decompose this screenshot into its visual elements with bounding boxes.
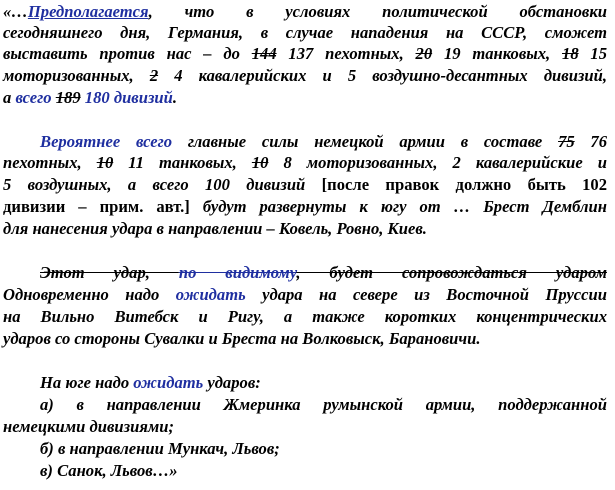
struck-highlight: по видимому [178, 263, 297, 282]
p3-line-2 [3, 285, 607, 305]
text-run: а [3, 88, 16, 107]
p1-line-4 [3, 66, 607, 86]
struck-number: 2 [149, 66, 159, 85]
highlight-word: ожидать [133, 373, 204, 392]
text-run: будут развернуты к югу от … Брест Демблин [189, 197, 608, 216]
p2-line-3 [3, 175, 607, 195]
struck-number: 144 [251, 44, 277, 63]
text-run: 4 кавалерийских и 5 воздушно-десантных дивизий, [158, 66, 608, 85]
text-run: Одновременно надо [3, 285, 176, 304]
p2-line-2 [3, 153, 607, 173]
highlight-word: Предполагается [27, 2, 149, 21]
struck-number: 10 [96, 153, 114, 172]
text-run: удара на севере из Восточной Пруссии [245, 285, 607, 304]
struck-number: 20 [415, 44, 433, 63]
highlight-word: ожидать [175, 285, 246, 304]
text-run: 76 [574, 132, 608, 151]
text-run: 11 танковых, [113, 153, 252, 172]
text-run: ударов: [203, 373, 261, 392]
author-note: [после правок должно быть 102 [321, 175, 607, 194]
struck-text: Этот удар, [40, 263, 179, 282]
text-run: , что в условиях политической обстановки [148, 2, 607, 21]
p2-line-4 [3, 197, 607, 217]
text-run: 5 воздушных, а всего 100 дивизий [3, 175, 322, 194]
highlight-phrase: 180 дивизий [84, 88, 173, 107]
p1-line-5: а всего 189 180 дивизий. [3, 88, 178, 107]
text-run: главные силы немецкой армии в составе [172, 132, 559, 151]
p3-line-3: на Вильно Витебск и Ригу, а также коротких концентрических [3, 307, 607, 326]
open-quote: «… [3, 2, 28, 21]
p3-line-4: ударов со стороны Сувалки и Бреста на Волковыск, Барановичи. [3, 329, 481, 348]
p1-line-1 [3, 2, 607, 22]
p1-line-2: сегодняшнего дня, Германия, в случае нападения на СССР, сможет [3, 23, 607, 42]
struck-number: 189 [55, 88, 81, 107]
text-run: На юге надо [40, 373, 134, 392]
text-run: 8 моторизованных, 2 кавалерийские и [268, 153, 607, 172]
struck-number: 75 [558, 132, 575, 151]
text-run: 19 танковых, [432, 44, 563, 63]
text-run: моторизованных, [3, 66, 150, 85]
text-run: пехотных, [3, 153, 97, 172]
p4-line-5: в) Санок, Львов…» [40, 461, 178, 480]
p3-line-1 [3, 263, 607, 283]
author-note: дивизии – прим. авт.] [3, 197, 190, 216]
p1-line-3 [3, 44, 607, 64]
struck-text: , будет сопровождаться ударом [296, 263, 607, 282]
p4-line-3: немецкими дивизиями; [3, 417, 174, 436]
text-run: 137 пехотных, [276, 44, 416, 63]
text-run: 15 [578, 44, 608, 63]
p4-line-2: а) в направлении Жмеринка румынской армии, поддержанной [40, 395, 607, 414]
highlight-word: всего [15, 88, 52, 107]
struck-number: 10 [251, 153, 269, 172]
highlight-phrase: Вероятнее всего [40, 132, 173, 151]
struck-number: 18 [562, 44, 579, 63]
p2-line-5: для нанесения удара в направлении – Ковель, Ровно, Киев. [3, 219, 427, 238]
p4-line-1 [40, 373, 261, 393]
p4-line-4: б) в направлении Мункач, Львов; [40, 439, 280, 458]
text-run: выставить против нас – до [3, 44, 252, 63]
p2-line-1 [3, 132, 607, 152]
